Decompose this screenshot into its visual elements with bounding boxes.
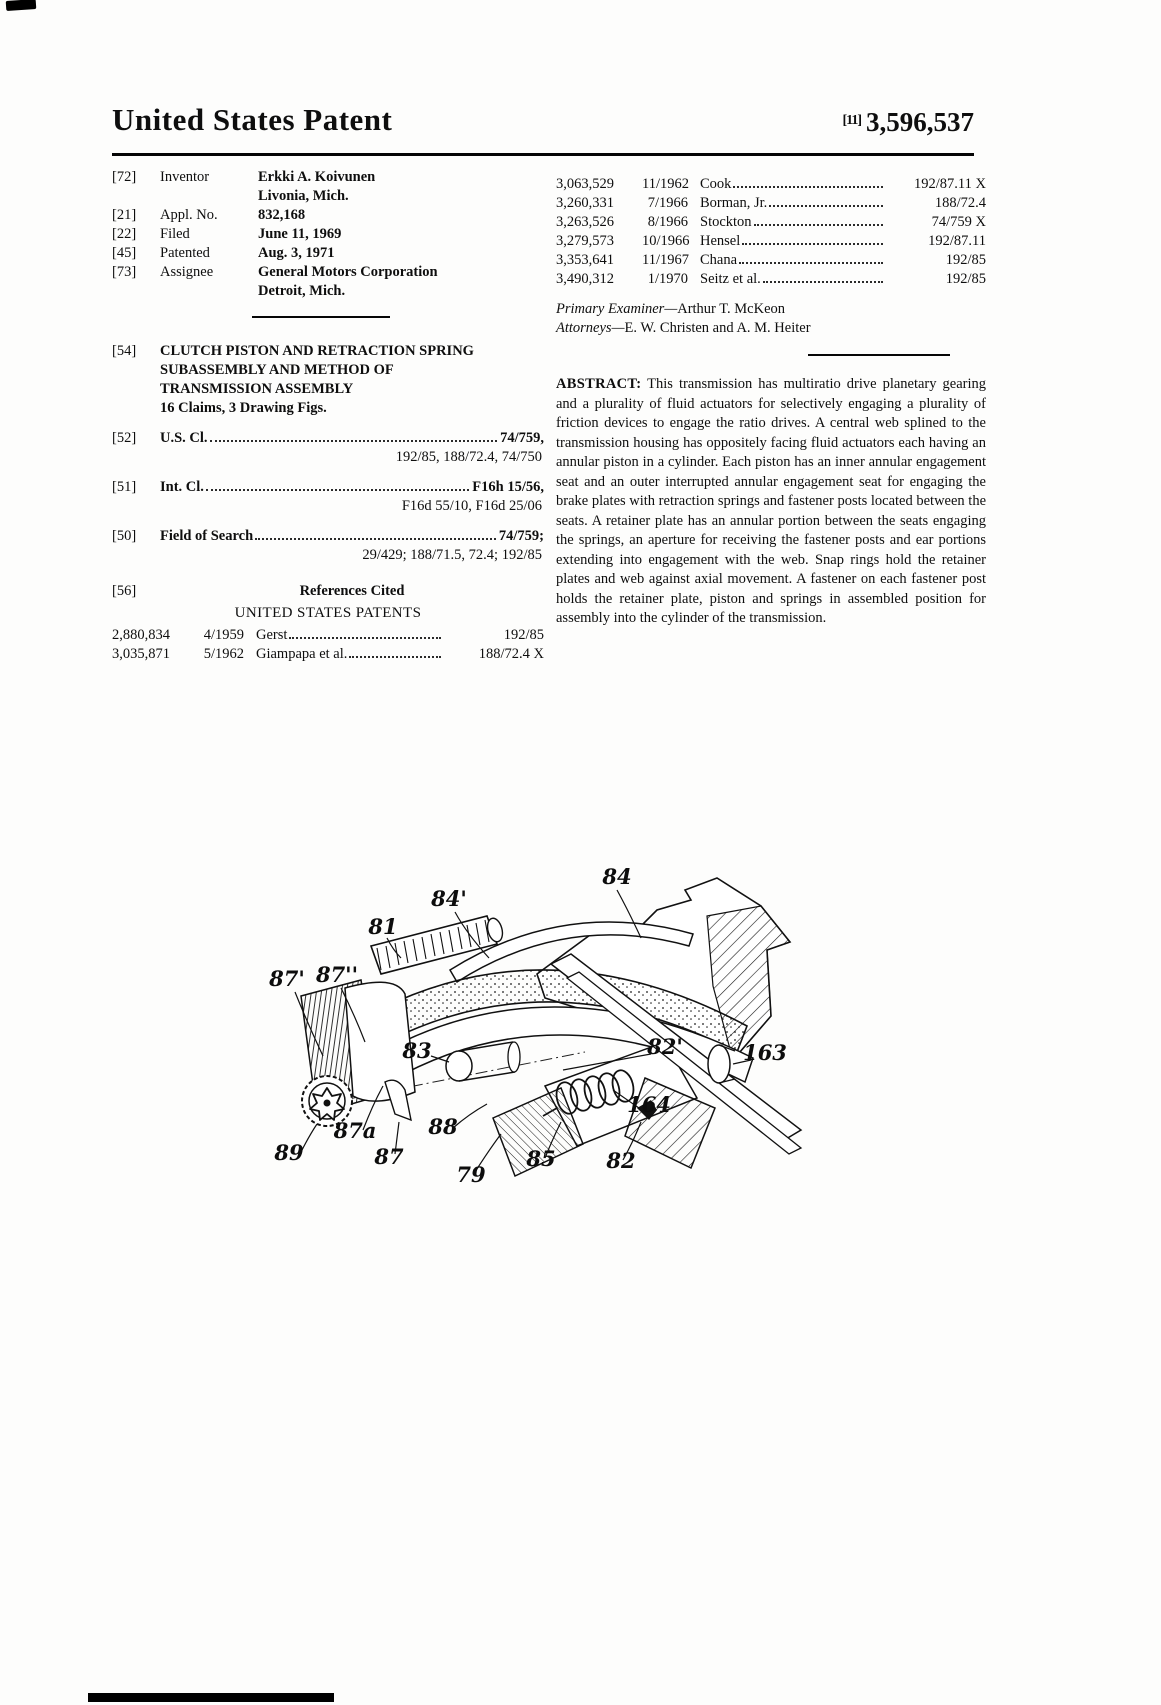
abstract-label: ABSTRACT:	[556, 376, 642, 392]
invention-title-line3: TRANSMISSION ASSEMBLY	[160, 381, 354, 397]
references-tag: [56]	[112, 583, 137, 599]
figure-label-79: 79	[456, 1162, 486, 1187]
bib-row-patented	[112, 244, 544, 263]
ref-class-value: 192/85	[945, 252, 986, 268]
ref-name: Giampapa et al.	[256, 646, 348, 662]
class-tag: [50]	[112, 528, 137, 544]
bib-row-assignee	[112, 263, 544, 301]
class-value: 74/759;	[498, 528, 544, 544]
header-rule	[112, 153, 974, 156]
ref-class-value: 74/759 X	[931, 214, 986, 230]
bib-label: Assignee	[160, 264, 214, 280]
ref-number: 2,880,834	[112, 627, 170, 643]
ref-name: Seitz et al.	[700, 271, 761, 287]
right-column	[556, 172, 986, 629]
dotted-leader	[742, 243, 883, 245]
primary-examiner-name: Arthur T. McKeon	[677, 301, 786, 317]
ref-class-value: 192/85	[945, 271, 986, 287]
primary-examiner-line	[556, 300, 986, 319]
references-subheading: UNITED STATES PATENTS	[234, 605, 422, 621]
patent-number	[842, 107, 974, 138]
page-title: United States Patent	[112, 102, 393, 137]
patent-figure	[245, 846, 820, 1218]
bib-tag: [72]	[112, 169, 137, 185]
figure-label-84: 84	[602, 864, 632, 889]
ref-name: Hensel	[700, 233, 741, 249]
figure-label-87-dblprime: 87''	[315, 962, 359, 987]
class-value: 74/759,	[500, 430, 544, 446]
patent-number-tag: [11]	[842, 113, 861, 128]
bib-tag: [73]	[112, 264, 137, 280]
figure-label-87a: 87a	[333, 1118, 377, 1143]
bib-value-line2: Detroit, Mich.	[258, 283, 346, 299]
table-row	[556, 232, 986, 251]
bib-label: Appl. No.	[160, 207, 218, 223]
scan-artifact-bottom	[88, 1693, 334, 1702]
dotted-leader	[763, 281, 883, 283]
ref-date: 5/1962	[203, 646, 244, 662]
ref-date: 10/1966	[642, 233, 690, 249]
patent-number-value: 3,596,537	[866, 107, 974, 137]
ref-date: 4/1959	[203, 627, 244, 643]
ref-number: 3,279,573	[556, 233, 614, 249]
bib-row-inventor	[112, 168, 544, 206]
ref-name: Stockton	[700, 214, 752, 230]
class-value-line2: 192/85, 188/72.4, 74/750	[395, 449, 542, 465]
abstract-paragraph	[556, 375, 986, 629]
bib-value: 832,168	[258, 207, 306, 223]
ref-class-value: 192/87.11 X	[914, 176, 986, 192]
table-row	[112, 626, 544, 645]
ref-name: Gerst	[256, 627, 288, 643]
ref-number: 3,035,871	[112, 646, 170, 662]
bib-value-line2: Livonia, Mich.	[258, 188, 349, 204]
classification-int-cl	[112, 478, 544, 516]
ref-number: 3,260,331	[556, 195, 614, 211]
figure-label-164: 164	[627, 1092, 671, 1117]
bib-label: Inventor	[160, 169, 210, 185]
ref-class-value: 188/72.4 X	[478, 646, 544, 662]
scan-artifact-top	[6, 0, 37, 11]
classification-us-cl	[112, 429, 544, 467]
claims-line: 16 Claims, 3 Drawing Figs.	[160, 400, 327, 416]
table-row	[556, 270, 986, 289]
figure-label-88: 88	[428, 1114, 458, 1139]
class-value-line2: F16d 55/10, F16d 25/06	[401, 498, 542, 514]
ref-number: 3,263,526	[556, 214, 614, 230]
table-row	[112, 645, 544, 664]
ref-class-value: 192/87.11	[928, 233, 986, 249]
dotted-leader	[206, 489, 469, 491]
dotted-leader	[210, 440, 498, 442]
abstract-text: This transmission has multiratio drive planetary gearing and a plurality of fluid actuators for selectively engaging a plurality of friction devices to engage the ratio drives. A central web splined to the transmission housing has oppositely facing fluid actuators each having an annular piston in a cylinder. Each piston has an inner annular engagement seat and an outer interrupted annular engagement seat for engaging the brake plates with retraction springs and fastener posts located between the seats. A retainer plate has an annular portion between the seats engaging the springs, an aperture for receiving the fastener posts and ear portions extending into engagement with the web. Snap rings hold the retainer plates and web against axial movement. A fastener on each fastener post holds the retainer plate, piston and springs in assembled position for assembly into the cylinder of the transmission.	[556, 376, 987, 626]
bib-value: Aug. 3, 1971	[258, 245, 335, 261]
ref-number: 3,353,641	[556, 252, 614, 268]
bib-row-appl-no	[112, 206, 544, 225]
table-row	[556, 175, 986, 194]
classification-field-of-search	[112, 527, 544, 565]
references-table-right	[556, 175, 986, 289]
primary-examiner-label: Primary Examiner—	[556, 301, 678, 317]
class-label: Field of Search	[160, 528, 254, 544]
figure-label-84-prime: 84'	[431, 886, 467, 911]
figure-label-82-prime: 82'	[647, 1034, 683, 1059]
figure-label-89: 89	[274, 1140, 304, 1165]
dotted-leader	[739, 262, 883, 264]
class-label: Int. Cl.	[160, 479, 204, 495]
ref-class-value: 192/85	[503, 627, 544, 643]
bib-label: Patented	[160, 245, 210, 261]
figure-label-85: 85	[526, 1146, 556, 1171]
ref-name: Chana	[700, 252, 738, 268]
references-table-left	[112, 626, 544, 664]
bib-row-filed	[112, 225, 544, 244]
class-value: F16h 15/56,	[472, 479, 544, 495]
invention-title-section	[112, 342, 544, 418]
ref-number: 3,490,312	[556, 271, 614, 287]
dotted-leader	[289, 637, 441, 639]
dotted-leader	[255, 538, 496, 540]
class-label: U.S. Cl.	[160, 430, 208, 446]
bib-tag: [21]	[112, 207, 137, 223]
ref-date: 11/1967	[642, 252, 689, 268]
bib-value: June 11, 1969	[258, 226, 342, 242]
invention-title-line1: CLUTCH PISTON AND RETRACTION SPRING	[160, 343, 474, 359]
class-tag: [51]	[112, 479, 137, 495]
class-value-line2: 29/429; 188/71.5, 72.4; 192/85	[362, 547, 542, 563]
table-row	[556, 194, 986, 213]
bib-tag: [22]	[112, 226, 137, 242]
attorneys-names: E. W. Christen and A. M. Heiter	[624, 320, 811, 336]
bib-value: Erkki A. Koivunen	[258, 169, 376, 185]
left-separator	[252, 316, 390, 318]
ref-date: 7/1966	[647, 195, 688, 211]
dotted-leader	[754, 224, 883, 226]
figure-label-163: 163	[743, 1040, 787, 1065]
class-tag: [52]	[112, 430, 137, 446]
figure-label-81: 81	[368, 914, 398, 939]
figure-label-87-prime: 87'	[269, 966, 305, 991]
invention-title-line2: SUBASSEMBLY AND METHOD OF	[160, 362, 394, 378]
patent-header	[112, 102, 974, 138]
bib-value: General Motors Corporation	[258, 264, 438, 280]
references-cited-section	[112, 582, 544, 601]
dotted-leader	[349, 656, 441, 658]
ref-date: 8/1966	[647, 214, 688, 230]
dotted-leader	[769, 205, 883, 207]
left-column	[112, 168, 544, 664]
table-row	[556, 251, 986, 270]
bib-tag: [45]	[112, 245, 137, 261]
figure-label-87: 87	[374, 1144, 404, 1169]
figure-label-83: 83	[402, 1038, 432, 1063]
dotted-leader	[733, 186, 883, 188]
bib-label: Filed	[160, 226, 190, 242]
table-row	[556, 213, 986, 232]
title-tag: [54]	[112, 343, 137, 359]
references-heading: References Cited	[299, 583, 405, 599]
ref-number: 3,063,529	[556, 176, 614, 192]
ref-name: Borman, Jr.	[700, 195, 768, 211]
attorneys-line	[556, 319, 986, 338]
figure-label-82: 82	[606, 1148, 636, 1173]
ref-date: 1/1970	[647, 271, 688, 287]
right-separator	[808, 354, 950, 356]
ref-date: 11/1962	[642, 176, 689, 192]
attorneys-label: Attorneys—	[556, 320, 625, 336]
ref-name: Cook	[700, 176, 732, 192]
examiner-block	[556, 300, 986, 338]
ref-class-value: 188/72.4	[934, 195, 986, 211]
